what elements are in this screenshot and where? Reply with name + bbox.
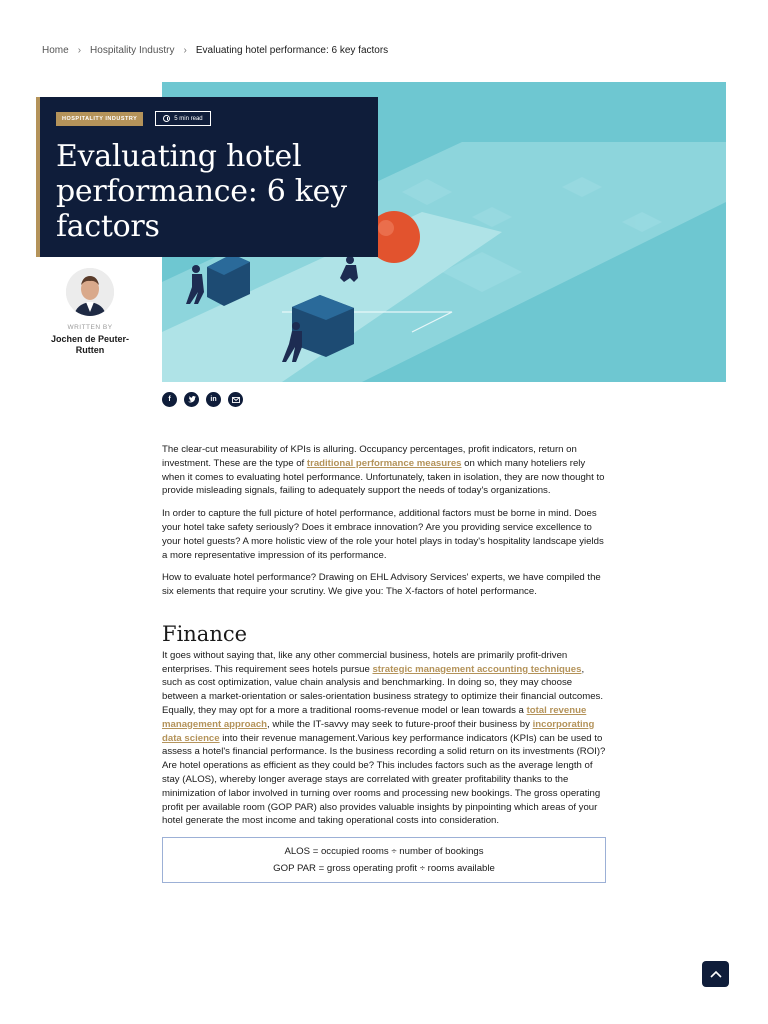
link-total-revenue-management[interactable]: total revenue management approach [162,704,587,730]
paragraph: In order to capture the full picture of hotel performance, additional factors must be borne in mind. Does your hotel take safety seriously? Does it embrace innovation? Are you providing service excellence to your hotel guests? A more holistic view of the role your hotel plays in today's hospitality landscape yields a more representative impression of its performance. [162,508,604,561]
section-heading-finance: Finance [162,621,248,646]
written-by-label: WRITTEN BY [67,324,113,331]
facebook-icon[interactable]: f [162,392,177,407]
breadcrumb-separator: › [183,45,187,56]
formula-box [162,837,606,883]
link-strategic-management-accounting[interactable]: strategic management accounting techniques [372,663,582,675]
page-title: Evaluating hotel performance: 6 key factors [56,139,347,244]
social-share [162,392,243,407]
chevron-up-icon [710,970,722,978]
author-block [40,268,140,356]
read-time-label: 5 min read [174,115,203,122]
article-tags [56,111,362,126]
breadcrumb [42,45,388,56]
breadcrumb-separator: › [77,45,82,56]
breadcrumb-current: Evaluating hotel performance: 6 key factors [195,45,389,56]
article-body [162,443,606,883]
paragraph: The clear-cut measurability of KPIs is alluring. Occupancy percentages, profit indicators, return on investment. These are the type of traditional performance measures on which many hoteliers rely when it comes to evaluating hotel performance. Unfortunately, taken in isolation, they are now thought to provide misleading signals, failing to adequately support the needs of today's organizations. [162,444,605,497]
clock-icon [163,115,170,122]
paragraph: It goes without saying that, like any other commercial business, hotels are primarily profit-driven enterprises. This requirement sees hotels pursue strategic management accounting techniques, such as cost optimization, value chain analysis and benchmarking. In doing so, they may choose between a market-orientation or sales-orientation business strategy to optimize their financial outcomes. Equally, they may opt for a more a traditional rooms-revenue model or lean towards a total revenue management approach, while the IT-savvy may seek to future-proof their business by incorporating data science into their revenue management.Various key performance indicators (KPIs) can be used to assess a hotel's financial performance. Is the business recording a solid return on its investments (ROI)? Are hotel operations as efficient as they could be? This includes factors such as the average length of stay (ALOS), whereby longer average stays are correlated with greater profitability thanks to the minimization of labor involved in turning over rooms and processing new bookings. The gross operating profit per available room (GOP PAR) also provides valuable insights by pinpointing which areas of your hotel generate the most income and taking operational costs into consideration. [162,649,606,827]
link-incorporating-data-science[interactable]: incorporating data science [162,718,595,744]
link-traditional-performance-measures[interactable]: traditional performance measures [306,457,462,469]
paragraph: How to evaluate hotel performance? Drawing on EHL Advisory Services' experts, we have compiled the six elements that require your scrutiny. We give you: The X-factors of hotel performance. [162,572,601,598]
breadcrumb-hospitality-industry[interactable]: Hospitality Industry [90,45,175,56]
formula-alos: ALOS = occupied rooms ÷ number of bookings [284,846,484,858]
category-tag[interactable]: HOSPITALITY INDUSTRY [56,112,143,126]
author-name[interactable]: Jochen de Peuter-Rutten [50,334,130,355]
read-time-badge [155,111,210,126]
formula-gop-par: GOP PAR = gross operating profit ÷ rooms available [273,863,495,875]
twitter-icon[interactable] [184,392,199,407]
avatar [66,268,114,316]
email-icon[interactable] [228,392,243,407]
breadcrumb-home[interactable]: Home [42,45,69,56]
article-header-card [36,97,378,257]
linkedin-icon[interactable]: in [206,392,221,407]
back-to-top-button[interactable] [702,961,729,987]
